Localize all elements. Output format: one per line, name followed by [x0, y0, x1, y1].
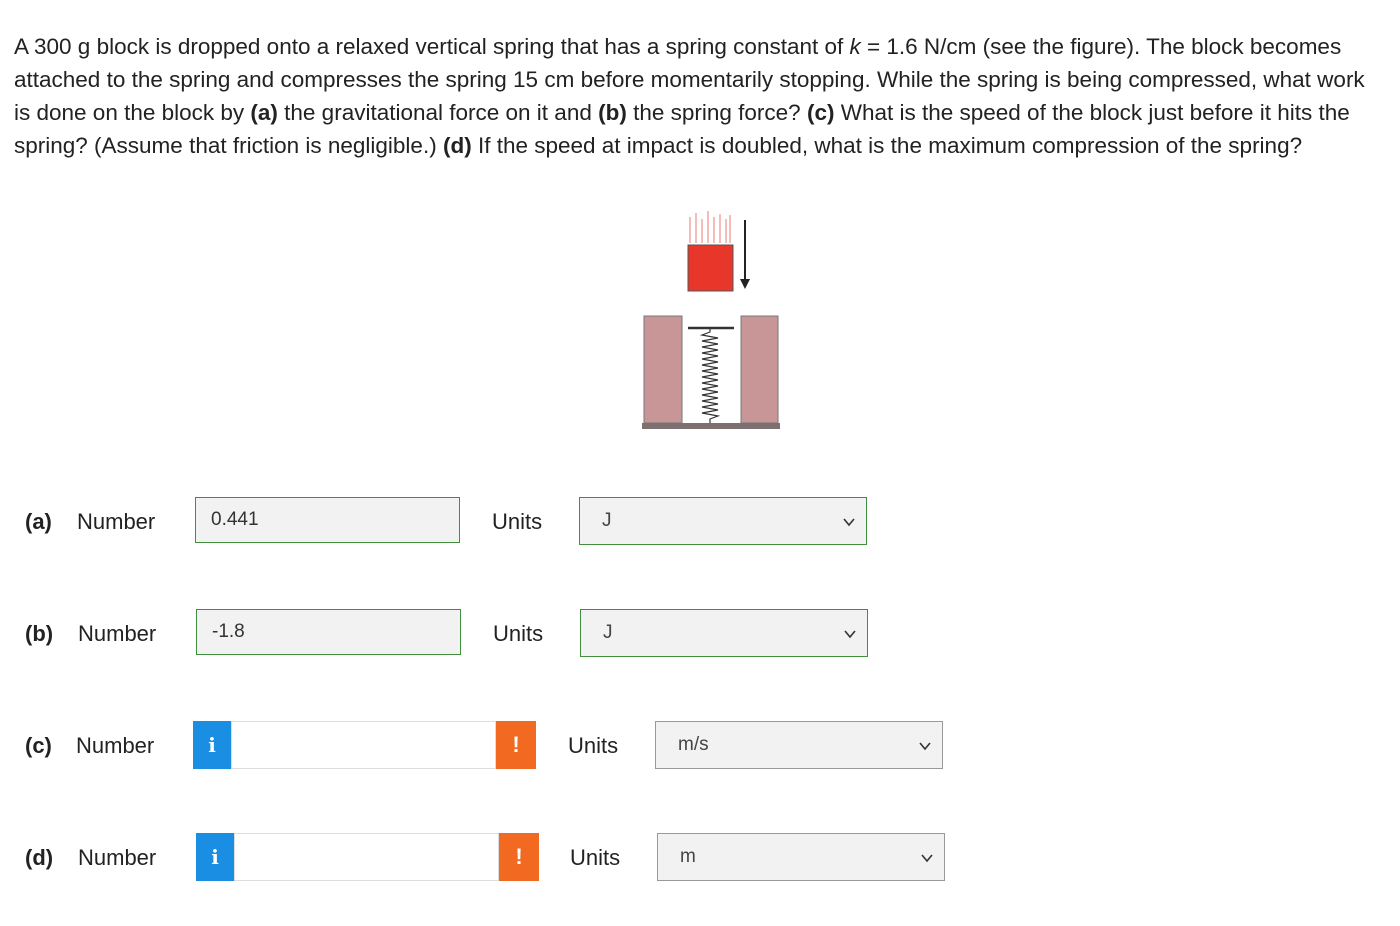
- arrow-head-icon: [740, 279, 750, 289]
- units-selected-value: m/s: [678, 734, 709, 755]
- question-part-c: (c): [806, 100, 835, 125]
- answer-row-d: [0, 833, 1400, 883]
- question-k-symbol: k: [849, 34, 861, 59]
- answer-row-b: [0, 609, 1400, 659]
- number-label: Number: [77, 509, 156, 534]
- falling-block: [688, 245, 733, 291]
- info-icon[interactable]: i: [193, 721, 231, 769]
- chevron-down-icon: [918, 739, 932, 753]
- answer-row-a: [0, 497, 1400, 547]
- answer-input-a[interactable]: 0.441: [195, 497, 460, 543]
- part-label: (d): [25, 845, 54, 870]
- warning-icon[interactable]: !: [496, 721, 536, 769]
- question-segment: the spring force?: [626, 100, 807, 125]
- answer-row-c: [0, 721, 1400, 771]
- units-label: Units: [493, 621, 544, 646]
- ground: [642, 423, 780, 429]
- right-wall: [741, 316, 778, 423]
- spring-block-figure: [630, 205, 790, 440]
- number-label: Number: [76, 733, 155, 758]
- units-selected-value: J: [602, 510, 612, 531]
- chevron-down-icon: [843, 627, 857, 641]
- left-wall: [644, 316, 682, 423]
- spring-coil: [702, 328, 718, 423]
- units-select-c[interactable]: [655, 721, 943, 769]
- answer-input-c[interactable]: [231, 721, 496, 769]
- units-select-a[interactable]: [579, 497, 867, 545]
- units-select-d[interactable]: [657, 833, 945, 881]
- question-segment: the gravitational force on it and: [277, 100, 599, 125]
- info-icon[interactable]: i: [196, 833, 234, 881]
- question-segment: = 1.6 N/cm (see the figure). The block becomes attached to the spring and compresses the spring 15 cm before momentarily stopping. While the spring is being compressed, what work is done on the block by: [14, 34, 1365, 125]
- units-label: Units: [568, 733, 619, 758]
- units-selected-value: J: [603, 622, 613, 643]
- part-label: (a): [25, 509, 52, 534]
- chevron-down-icon: [842, 515, 856, 529]
- number-label: Number: [78, 845, 157, 870]
- number-label: Number: [78, 621, 157, 646]
- chevron-down-icon: [920, 851, 934, 865]
- motion-streaks: [690, 211, 730, 243]
- units-label: Units: [492, 509, 543, 534]
- units-select-b[interactable]: [580, 609, 868, 657]
- question-segment: A 300 g block is dropped onto a relaxed vertical spring that has a spring constant of: [14, 34, 850, 59]
- units-selected-value: m: [680, 846, 696, 867]
- units-label: Units: [570, 845, 621, 870]
- question-text: [14, 30, 1386, 162]
- answer-input-b[interactable]: -1.8: [196, 609, 461, 655]
- question-segment: What is the speed of the block just before it hits the spring? (Assume that friction is negligible.): [14, 100, 1350, 158]
- question-part-a: (a): [250, 100, 278, 125]
- spring-block-diagram: [630, 205, 790, 440]
- answer-input-d[interactable]: [234, 833, 499, 881]
- warning-icon[interactable]: !: [499, 833, 539, 881]
- question-part-b: (b): [598, 100, 627, 125]
- question-part-d: (d): [442, 133, 472, 158]
- part-label: (b): [25, 621, 54, 646]
- part-label: (c): [25, 733, 52, 758]
- question-segment: If the speed at impact is doubled, what is the maximum compression of the spring?: [471, 133, 1303, 158]
